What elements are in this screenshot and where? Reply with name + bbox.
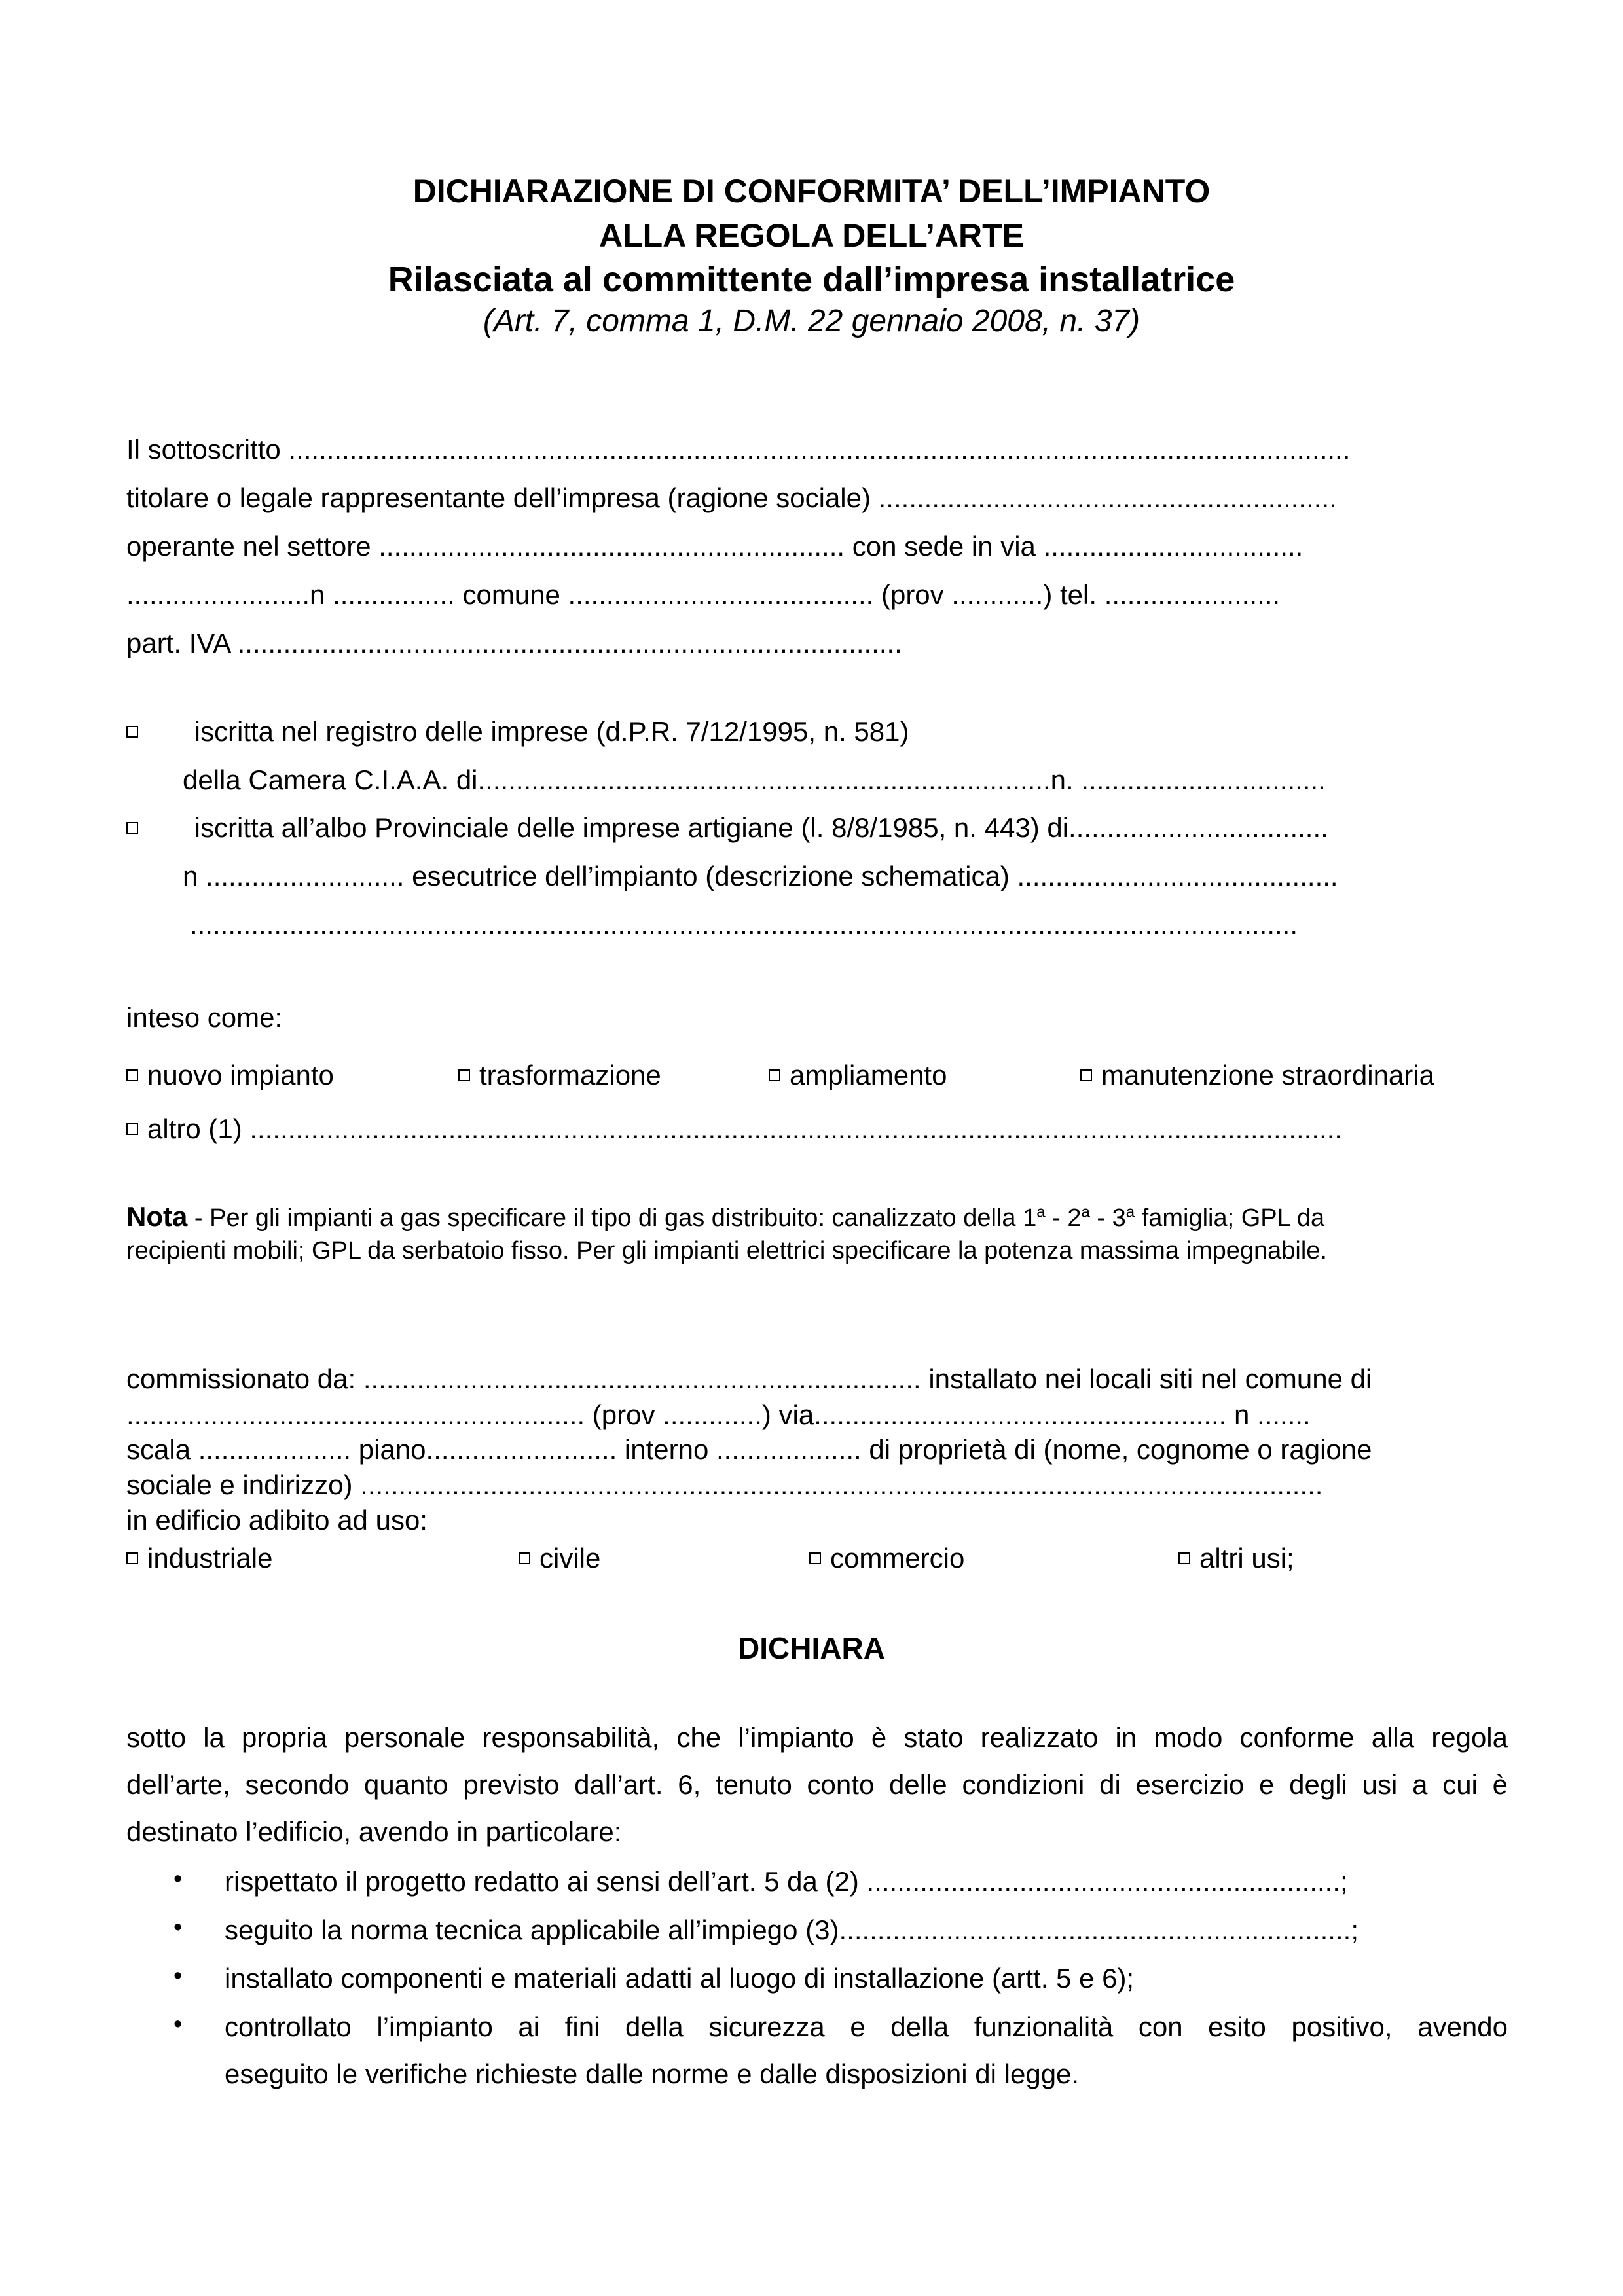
note-sup: a xyxy=(1081,1203,1090,1221)
bullet-icon: • xyxy=(173,1962,183,1990)
declaration-item-checks: controllato l’impianto ai fini della sicurezza e della funzionalità con esito positivo, avendo xyxy=(225,2011,1508,2042)
option-label: manutenzione straordinaria xyxy=(1101,1060,1434,1090)
field-commissioned-by[interactable]: commissionato da: ......................................................................... installato nei locali siti nel comune di xyxy=(126,1363,1372,1394)
option-new-installation[interactable] xyxy=(126,1059,334,1092)
field-installation-description-cont[interactable]: ................................................................................................................................................. xyxy=(190,909,1298,940)
note-line1 xyxy=(126,1200,1324,1234)
declaration-item-checks-cont: eseguito le verifiche richieste dalle norme e dalle disposizioni di legge. xyxy=(225,2058,1080,2089)
field-project-by[interactable]: rispettato il progetto redatto ai sensi dell’art. 5 da (2) ..............................................................; xyxy=(225,1866,1348,1897)
field-artisan-register[interactable]: iscritta all’albo Provinciale delle imprese artigiane (l. 8/8/1985, n. 443) di.................................. xyxy=(194,812,1328,843)
registration-item-chamber xyxy=(126,715,909,748)
use-other[interactable] xyxy=(1178,1542,1294,1575)
field-location-address[interactable]: ............................................................ (prov .............) via...................................................... n ....... xyxy=(126,1399,1311,1430)
registration-item-chamber-label: iscritta nel registro delle imprese (d.P.R. 7/12/1995, n. 581) xyxy=(194,716,909,747)
field-chamber-number[interactable]: della Camera C.I.A.A. di...........................................................................n. ................................ xyxy=(183,764,1326,795)
option-label: industriale xyxy=(147,1543,273,1573)
declaration-paragraph-line1: sotto la propria personale responsabilità, che l’impianto è stato realizzato in modo conforme alla regola xyxy=(126,1722,1508,1753)
bullet-icon: • xyxy=(173,2011,183,2038)
option-label: ampliamento xyxy=(790,1060,947,1090)
declaration-paragraph-line3: destinato l’edificio, avendo in particolare: xyxy=(126,1816,622,1847)
option-label: trasformazione xyxy=(479,1060,661,1090)
field-installation-description[interactable]: n .......................... esecutrice dell’impianto (descrizione schematica) .......................................... xyxy=(183,861,1338,891)
checkbox-icon[interactable] xyxy=(458,1069,470,1081)
note-text: - 3 xyxy=(1089,1204,1126,1232)
checkbox-chamber-registry[interactable] xyxy=(126,726,138,738)
checkbox-icon[interactable] xyxy=(809,1552,821,1564)
note-label: Nota xyxy=(126,1201,188,1232)
use-industrial[interactable] xyxy=(126,1542,272,1575)
document-title-line1: DICHIARAZIONE DI CONFORMITA’ DELL’IMPIANTO xyxy=(412,173,1211,209)
legal-reference: (Art. 7, comma 1, D.M. 22 gennaio 2008, n. 37) xyxy=(483,304,1140,338)
checkbox-icon[interactable] xyxy=(126,1069,138,1081)
option-label: commercio xyxy=(830,1543,965,1573)
field-technical-standard[interactable]: seguito la norma tecnica applicabile all’impiego (3)...................................................................; xyxy=(225,1914,1359,1945)
building-use-label: in edificio adibito ad uso: xyxy=(126,1505,428,1535)
option-extraordinary-maintenance[interactable] xyxy=(1080,1059,1434,1092)
declaration-item-components: installato componenti e materiali adatti al luogo di installazione (artt. 5 e 6); xyxy=(225,1963,1135,1994)
use-commerce[interactable] xyxy=(809,1542,964,1575)
bullet-icon: • xyxy=(173,1865,183,1893)
field-company-name[interactable]: titolare o legale rappresentante dell’impresa (ragione sociale) ............................................................ xyxy=(126,482,1337,513)
use-civil[interactable] xyxy=(519,1542,600,1575)
declaration-heading: DICHIARA xyxy=(738,1631,885,1665)
field-owner-address[interactable]: sociale e indirizzo) .............................................................................................................................. xyxy=(126,1469,1323,1500)
note-text: - Per gli impianti a gas specificare il tipo di gas distribuito: canalizzato della 1 xyxy=(187,1204,1037,1232)
field-stair-floor-owner[interactable]: scala .................... piano......................... interno ................... di proprietà di (nome, cognome o ragione xyxy=(126,1434,1372,1465)
option-label: altri usi; xyxy=(1199,1543,1294,1573)
registration-item-artisans xyxy=(126,812,1328,844)
bullet-icon: • xyxy=(173,1914,183,1941)
field-undersigned[interactable]: Il sottoscritto ........................................................................................................................................... xyxy=(126,434,1351,465)
note-line2: recipienti mobili; GPL da serbatoio fisso. Per gli impianti elettrici specificare la potenza massima impegnabile. xyxy=(126,1237,1327,1265)
checkbox-icon[interactable] xyxy=(519,1552,530,1564)
checkbox-icon[interactable] xyxy=(769,1069,780,1081)
checkbox-artisan-register[interactable] xyxy=(126,822,138,834)
checkbox-icon[interactable] xyxy=(1080,1069,1092,1081)
field-number-city-phone[interactable]: ........................n ................ comune ........................................ (prov ............) tel. ....................... xyxy=(126,579,1281,610)
option-expansion[interactable] xyxy=(769,1059,947,1092)
field-other[interactable]: altro (1) ............................................................................................................................................... xyxy=(147,1113,1343,1144)
checkbox-icon[interactable] xyxy=(1178,1552,1190,1564)
option-transformation[interactable] xyxy=(458,1059,661,1092)
declaration-paragraph-line2: dell’arte, secondo quanto previsto dall’art. 6, tenuto conto delle condizioni di esercizio e degli usi a cui è xyxy=(126,1769,1508,1800)
field-vat-number[interactable]: part. IVA ....................................................................................... xyxy=(126,628,902,658)
note-text: - 2 xyxy=(1045,1204,1082,1232)
checkbox-icon[interactable] xyxy=(126,1552,138,1564)
document-title-line2: ALLA REGOLA DELL’ARTE xyxy=(598,217,1025,254)
option-label: civile xyxy=(539,1543,601,1573)
intent-label: inteso come: xyxy=(126,1002,283,1033)
checkbox-icon[interactable] xyxy=(126,1123,138,1135)
note-sup: a xyxy=(1125,1203,1135,1221)
option-other[interactable] xyxy=(126,1113,1342,1145)
document-subtitle: Rilasciata al committente dall’impresa installatrice xyxy=(388,260,1235,299)
note-text: famiglia; GPL da xyxy=(1135,1204,1325,1232)
option-label: nuovo impianto xyxy=(147,1060,334,1090)
note-sup: a xyxy=(1036,1203,1046,1221)
field-sector-address[interactable]: operante nel settore ............................................................. con sede in via .................................. xyxy=(126,531,1304,562)
